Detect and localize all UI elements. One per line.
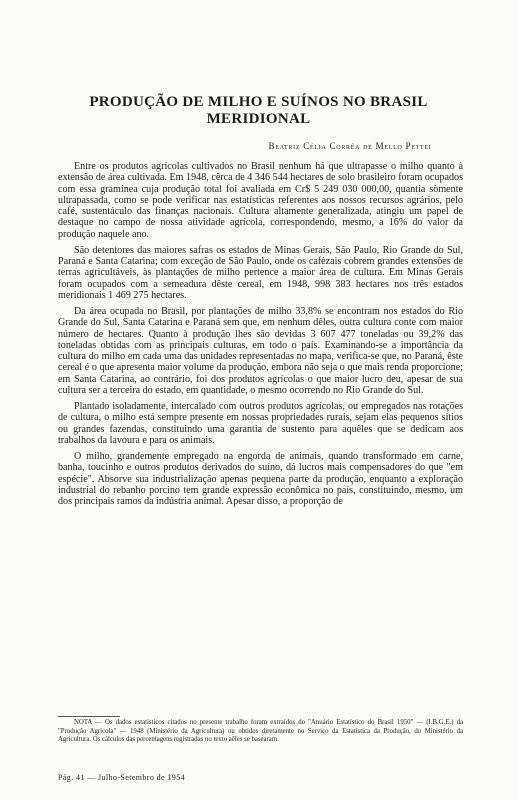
paragraph: O milho, grandemente empregado na engorda de animais, quando transformado em carne, banha, toucinho e outros produtos derivados do suíno, dá lucros mais compensadores do que "em espécie". Absorve sua industrialização apenas pequena parte da produção, enquanto a exploração industrial do rebanho porcino tem grande expressão econômica no país, constituindo, mesmo, um dos principais ramos da indústria animal. Apesar disso, a proporção de [58, 451, 463, 507]
paragraph: Entre os produtos agrícolas cultivados no Brasil nenhum há que ultrapasse o milho quanto à extensão de área cultivada. Em 1948, cêrca de 4 346 544 hectares de solo brasileiro foram ocupados com essa gramínea cuja produção total foi avaliada em Cr$ 5 249 030 000,00, quantia sòmente ultrapassada, como se pode verificar nas estatísticas referentes aos nossos recursos agrários, pelo café, sustentáculo das finanças nacionais. Cultura altamente generalizada, atingiu um papel de destaque no campo de nossa atividade agrícola, correspondendo, mesmo, a 16% do valor da produção naquele ano. [58, 161, 463, 240]
footnote-divider [58, 716, 120, 717]
page-footer: Pág. 41 — Julho-Setembro de 1954 [58, 773, 186, 782]
paragraph: Plantado isoladamente, intercalado com outros produtos agrícolas, ou empregados nas rotações de cultura, o milho está sempre presente em nossas propriedades rurais, sejam elas pequenos sítios ou grandes fazendas, constituindo uma garantia de sustento para aquêles que se dedicam aos trabalhos da lavoura e para os animais. [58, 401, 463, 446]
footnote: NOTA — Os dados estatísticos citados no presente trabalho foram extraídos do "Anuário Estatístico do Brasil 1950" — (I.B.G.E.) da "Produção Agrícola" — 1948 (Ministério da Agricultura) ou obtidos diretamente no Serviço da Estatística da Produção, do Ministério da Agricultura. Os cálculos das percentagens registradas no texto aêles se basearam. [58, 719, 463, 744]
paragraph: São detentores das maiores safras os estados de Minas Gerais, São Paulo, Rio Grande do Sul, Paraná e Santa Catarina; com exceção de São Paulo, onde os cafèzais cobrem grandes extensões de terras agricultáveis, às plantações de milho pertence a maior área de cultura. Em Minas Gerais foram ocupados com a semeadura dêste cereal, em 1948, 998 383 hectares nos três estados meridionais 1 469 275 hectares. [58, 244, 463, 301]
article-author: Beatriz Célia Corrêa de Mello Pettei [268, 141, 432, 151]
article-title: PRODUÇÃO DE MILHO E SUÍNOS NO BRASIL MERIDIONAL [89, 94, 428, 127]
paragraph: Da área ocupada no Brasil, por plantações de milho 33,8% se encontram nos estados do Rio Grande do Sul, Santa Catarina e Paraná sem que, em nenhum dêles, outra cultura conte com maior número de hectares. Quanto à produção lhes são devidas 3 607 477 toneladas ou 39,2% das toneladas obtidas com as principais culturas, em todo o país. Examinando-se a importância da cultura do milho em cada uma das unidades representadas no mapa, verifica-se que, no Paraná, êste cereal é o que apresenta maior volume da produção, embora não seja o que mais renda proporcione; em Santa Catarina, ao contrário, foi dos produtos agrícolas o que maior lucro deu, apesar de sua cultura ser a terceira do estado, em quantidade, o mesmo ocorrendo no Rio Grande do Sul. [58, 306, 463, 396]
article-body [58, 161, 463, 512]
